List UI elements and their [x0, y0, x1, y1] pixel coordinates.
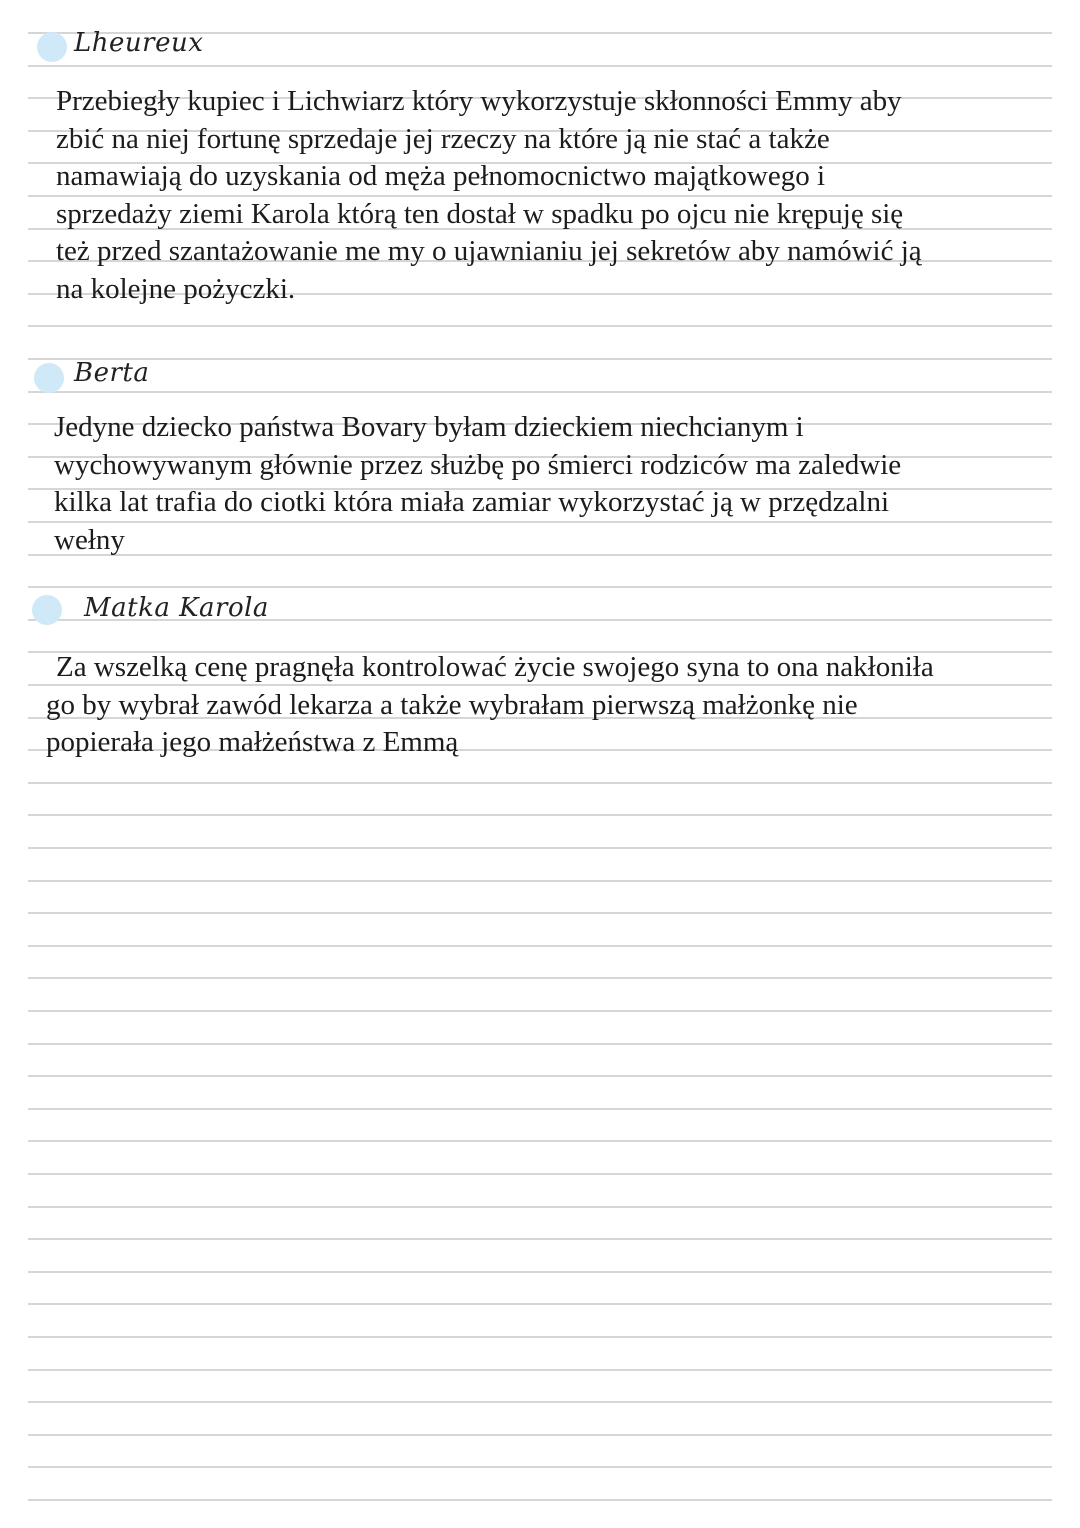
- section-text: [54, 409, 901, 559]
- ruled-line: [28, 391, 1052, 393]
- section-heading: Lheureux: [74, 28, 204, 58]
- text-line: też przed szantażowanie me my o ujawnianiu jej sekretów aby namówić ją: [56, 235, 922, 267]
- text-line: wełny: [54, 523, 125, 556]
- ruled-line: [28, 945, 1052, 947]
- ruled-line: [28, 1369, 1052, 1371]
- text-line: Jedyne dziecko państwa Bovary byłam dzieckiem niechcianym i: [54, 411, 804, 443]
- ruled-line: [28, 325, 1052, 327]
- section-text: [46, 649, 934, 762]
- ruled-line: [28, 1271, 1052, 1273]
- ruled-line: [28, 1108, 1052, 1110]
- ruled-line: [28, 1466, 1052, 1468]
- text-line: sprzedaży ziemi Karola którą ten dostał w spadku po ojcu nie krępuję się: [56, 197, 904, 230]
- ruled-line: [28, 814, 1052, 816]
- ruled-line: [28, 1140, 1052, 1142]
- ruled-line: [28, 880, 1052, 882]
- ruled-line: [28, 1434, 1052, 1436]
- text-line: Przebiegły kupiec i Lichwiarz który wykorzystuje skłonności Emmy aby: [56, 85, 902, 117]
- ruled-line: [28, 1010, 1052, 1012]
- text-line: Za wszelką cenę pragnęła kontrolować życie swojego syna to ona nakłoniła: [56, 651, 934, 683]
- ruled-line: [28, 977, 1052, 979]
- ruled-line: [28, 1499, 1052, 1501]
- section-heading: Berta: [74, 358, 150, 388]
- ruled-line: [28, 358, 1052, 360]
- text-line: kilka lat trafia do ciotki która miała zamiar wykorzystać ją w przędzalni: [54, 486, 890, 518]
- text-line: na kolejne pożyczki.: [56, 272, 296, 305]
- text-line: popierała jego małżeństwa z Emmą: [46, 726, 459, 758]
- ruled-line: [28, 1238, 1052, 1240]
- ruled-line: [28, 1336, 1052, 1338]
- ruled-line: [28, 1401, 1052, 1403]
- text-line: zbić na niej fortunę sprzedaje jej rzeczy na które ją nie stać a także: [56, 122, 830, 155]
- text-line: go by wybrał zawód lekarza a także wybrałam pierwszą małżonkę nie: [46, 688, 858, 721]
- ruled-line: [28, 1043, 1052, 1045]
- text-line: wychowywanym głównie przez służbę po śmierci rodziców ma zaledwie: [54, 448, 902, 481]
- bullet-dot-icon: [32, 595, 62, 625]
- ruled-line: [28, 65, 1052, 67]
- ruled-line: [28, 1206, 1052, 1208]
- ruled-line: [28, 912, 1052, 914]
- section-text: [56, 83, 922, 308]
- ruled-line: [28, 586, 1052, 588]
- ruled-line: [28, 1075, 1052, 1077]
- section-heading: Matka Karola: [84, 593, 269, 623]
- bullet-dot-icon: [34, 363, 64, 393]
- ruled-line: [28, 782, 1052, 784]
- ruled-line: [28, 847, 1052, 849]
- ruled-line: [28, 1173, 1052, 1175]
- bullet-dot-icon: [37, 32, 67, 62]
- text-line: namawiają do uzyskania od męża pełnomocnictwo majątkowego i: [56, 160, 826, 192]
- ruled-line: [28, 1303, 1052, 1305]
